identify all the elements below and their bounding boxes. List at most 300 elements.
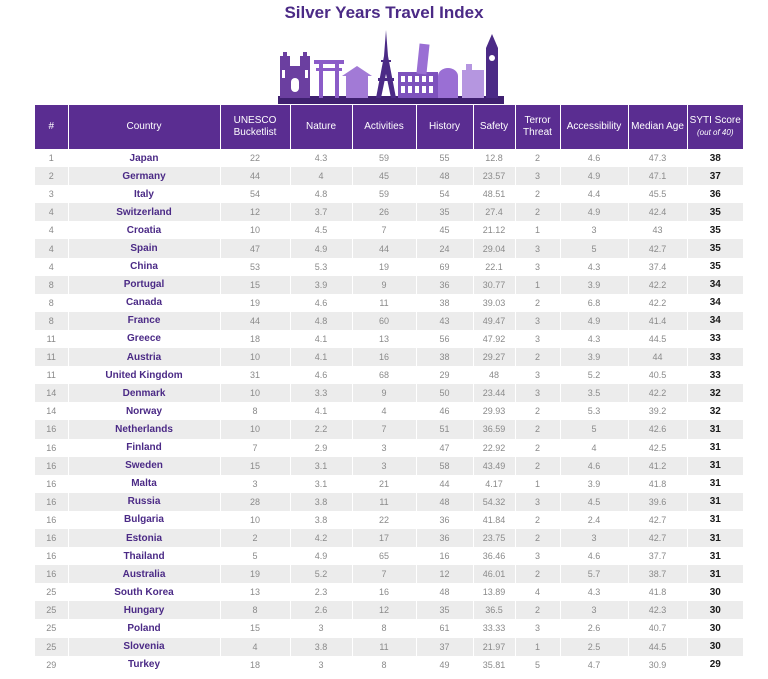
cell-rank: 4 [35, 258, 68, 276]
cell-score: 35 [687, 203, 743, 221]
cell-unesco: 22 [220, 149, 290, 167]
cell-score: 35 [687, 239, 743, 257]
cell-accessibility: 4.7 [560, 656, 628, 674]
table-row [35, 619, 743, 637]
cell-activities: 3 [352, 439, 416, 457]
cell-unesco: 44 [220, 167, 290, 185]
cell-history: 46 [416, 402, 473, 420]
cell-rank: 11 [35, 366, 68, 384]
cell-activities: 11 [352, 638, 416, 656]
cell-accessibility: 4.6 [560, 149, 628, 167]
cell-unesco: 5 [220, 547, 290, 565]
cell-accessibility: 4.9 [560, 312, 628, 330]
cell-score: 32 [687, 402, 743, 420]
cell-country: Estonia [68, 529, 220, 547]
cell-median-age: 42.7 [628, 239, 687, 257]
cell-activities: 26 [352, 203, 416, 221]
cell-nature: 3.8 [290, 638, 352, 656]
cell-rank: 16 [35, 529, 68, 547]
cell-country: Switzerland [68, 203, 220, 221]
table-row [35, 457, 743, 475]
cell-activities: 19 [352, 258, 416, 276]
cell-unesco: 15 [220, 276, 290, 294]
table-row [35, 384, 743, 402]
cell-country: Canada [68, 294, 220, 312]
cell-history: 55 [416, 149, 473, 167]
col-header-score [687, 105, 743, 149]
cell-accessibility: 5.2 [560, 366, 628, 384]
cell-score: 30 [687, 601, 743, 619]
cell-accessibility: 3.9 [560, 276, 628, 294]
cell-nature: 3.8 [290, 511, 352, 529]
cell-history: 48 [416, 493, 473, 511]
cell-safety: 22.92 [473, 439, 515, 457]
col-header-terror-threat: Terror Threat [515, 105, 560, 149]
cell-history: 24 [416, 239, 473, 257]
cell-accessibility: 3.5 [560, 384, 628, 402]
cell-score: 35 [687, 258, 743, 276]
cell-activities: 16 [352, 348, 416, 366]
cell-terror-threat: 2 [515, 149, 560, 167]
table-row [35, 239, 743, 257]
cell-activities: 21 [352, 475, 416, 493]
cell-accessibility: 4.3 [560, 258, 628, 276]
cell-unesco: 10 [220, 348, 290, 366]
cell-activities: 9 [352, 276, 416, 294]
table-row [35, 366, 743, 384]
cell-rank: 14 [35, 402, 68, 420]
score-header-sublabel: (out of 40) [697, 128, 734, 137]
cell-rank: 3 [35, 185, 68, 203]
cell-terror-threat: 2 [515, 203, 560, 221]
cell-unesco: 10 [220, 420, 290, 438]
cell-nature: 4.6 [290, 294, 352, 312]
cell-safety: 48.51 [473, 185, 515, 203]
cell-nature: 4.8 [290, 312, 352, 330]
cell-country: Spain [68, 239, 220, 257]
cell-terror-threat: 3 [515, 619, 560, 637]
cell-history: 36 [416, 276, 473, 294]
cell-terror-threat: 1 [515, 221, 560, 239]
cell-country: Slovenia [68, 638, 220, 656]
cell-safety: 36.59 [473, 420, 515, 438]
cell-unesco: 53 [220, 258, 290, 276]
cell-nature: 5.3 [290, 258, 352, 276]
cell-terror-threat: 2 [515, 439, 560, 457]
cell-median-age: 38.7 [628, 565, 687, 583]
cell-score: 33 [687, 348, 743, 366]
cell-terror-threat: 3 [515, 312, 560, 330]
cell-activities: 3 [352, 457, 416, 475]
cell-rank: 16 [35, 493, 68, 511]
cell-unesco: 3 [220, 475, 290, 493]
cell-activities: 16 [352, 583, 416, 601]
cell-unesco: 18 [220, 656, 290, 674]
cell-terror-threat: 2 [515, 511, 560, 529]
cell-safety: 12.8 [473, 149, 515, 167]
cell-unesco: 15 [220, 619, 290, 637]
cell-country: Japan [68, 149, 220, 167]
cell-activities: 7 [352, 420, 416, 438]
cell-median-age: 40.7 [628, 619, 687, 637]
cell-activities: 68 [352, 366, 416, 384]
cell-safety: 41.84 [473, 511, 515, 529]
cell-terror-threat: 3 [515, 547, 560, 565]
table-row [35, 439, 743, 457]
cell-country: Hungary [68, 601, 220, 619]
cell-rank: 14 [35, 384, 68, 402]
cell-score: 31 [687, 565, 743, 583]
cell-safety: 21.97 [473, 638, 515, 656]
cell-terror-threat: 1 [515, 276, 560, 294]
cell-median-age: 41.4 [628, 312, 687, 330]
cell-country: Italy [68, 185, 220, 203]
cell-history: 47 [416, 439, 473, 457]
cell-history: 38 [416, 294, 473, 312]
table-row [35, 276, 743, 294]
cell-terror-threat: 3 [515, 239, 560, 257]
cell-nature: 3.1 [290, 475, 352, 493]
cell-nature: 4.9 [290, 547, 352, 565]
cell-safety: 49.47 [473, 312, 515, 330]
table-row [35, 601, 743, 619]
cell-activities: 7 [352, 565, 416, 583]
cell-safety: 29.04 [473, 239, 515, 257]
table-row [35, 221, 743, 239]
cell-rank: 25 [35, 583, 68, 601]
col-header-history: History [416, 105, 473, 149]
cell-rank: 16 [35, 457, 68, 475]
table-header-row [35, 105, 743, 149]
cell-median-age: 40.5 [628, 366, 687, 384]
cell-safety: 48 [473, 366, 515, 384]
cell-unesco: 44 [220, 312, 290, 330]
cell-accessibility: 3 [560, 601, 628, 619]
cell-safety: 27.4 [473, 203, 515, 221]
cell-nature: 3.3 [290, 384, 352, 402]
cell-score: 31 [687, 547, 743, 565]
cell-unesco: 19 [220, 565, 290, 583]
col-header-activities: Activities [352, 105, 416, 149]
cell-rank: 29 [35, 656, 68, 674]
cell-rank: 4 [35, 239, 68, 257]
cell-activities: 22 [352, 511, 416, 529]
cell-country: Turkey [68, 656, 220, 674]
cell-terror-threat: 4 [515, 583, 560, 601]
cell-median-age: 47.3 [628, 149, 687, 167]
cell-nature: 4.9 [290, 239, 352, 257]
cell-safety: 43.49 [473, 457, 515, 475]
cell-nature: 4.2 [290, 529, 352, 547]
cell-score: 37 [687, 167, 743, 185]
cell-nature: 4.1 [290, 402, 352, 420]
cell-median-age: 37.7 [628, 547, 687, 565]
cell-activities: 65 [352, 547, 416, 565]
cell-terror-threat: 5 [515, 656, 560, 674]
cell-safety: 4.17 [473, 475, 515, 493]
cell-nature: 3 [290, 619, 352, 637]
table-row [35, 348, 743, 366]
cell-unesco: 12 [220, 203, 290, 221]
cell-median-age: 42.2 [628, 384, 687, 402]
cell-history: 29 [416, 366, 473, 384]
cell-safety: 13.89 [473, 583, 515, 601]
cell-nature: 3.8 [290, 493, 352, 511]
cell-accessibility: 2.4 [560, 511, 628, 529]
cell-unesco: 7 [220, 439, 290, 457]
cell-activities: 44 [352, 239, 416, 257]
cell-terror-threat: 3 [515, 493, 560, 511]
cell-terror-threat: 2 [515, 601, 560, 619]
cell-country: France [68, 312, 220, 330]
cell-accessibility: 4.3 [560, 583, 628, 601]
cell-unesco: 54 [220, 185, 290, 203]
cell-score: 33 [687, 330, 743, 348]
cell-history: 35 [416, 203, 473, 221]
cell-terror-threat: 3 [515, 330, 560, 348]
cell-median-age: 42.2 [628, 276, 687, 294]
score-header-label: SYTI Score [689, 115, 741, 126]
col-header-accessibility: Accessibility [560, 105, 628, 149]
cell-country: Sweden [68, 457, 220, 475]
cell-unesco: 8 [220, 601, 290, 619]
cell-nature: 4.1 [290, 348, 352, 366]
cell-safety: 29.27 [473, 348, 515, 366]
cell-median-age: 45.5 [628, 185, 687, 203]
cell-country: Poland [68, 619, 220, 637]
cell-accessibility: 3.9 [560, 348, 628, 366]
cell-history: 61 [416, 619, 473, 637]
table-row [35, 511, 743, 529]
cell-nature: 4.5 [290, 221, 352, 239]
cell-unesco: 2 [220, 529, 290, 547]
cell-terror-threat: 2 [515, 348, 560, 366]
cell-score: 31 [687, 493, 743, 511]
cell-safety: 39.03 [473, 294, 515, 312]
cell-rank: 4 [35, 221, 68, 239]
cell-accessibility: 3 [560, 529, 628, 547]
cell-accessibility: 6.8 [560, 294, 628, 312]
cell-activities: 11 [352, 493, 416, 511]
cell-score: 31 [687, 529, 743, 547]
cell-nature: 4.6 [290, 366, 352, 384]
cell-median-age: 42.7 [628, 511, 687, 529]
cell-median-age: 30.9 [628, 656, 687, 674]
cell-median-age: 42.7 [628, 529, 687, 547]
cell-nature: 2.6 [290, 601, 352, 619]
cell-history: 48 [416, 167, 473, 185]
cell-safety: 23.57 [473, 167, 515, 185]
col-header-country: Country [68, 105, 220, 149]
table-row [35, 420, 743, 438]
cell-terror-threat: 2 [515, 565, 560, 583]
table-body [35, 149, 743, 674]
table-row [35, 493, 743, 511]
cell-activities: 12 [352, 601, 416, 619]
cell-history: 50 [416, 384, 473, 402]
cell-median-age: 37.4 [628, 258, 687, 276]
cell-terror-threat: 3 [515, 258, 560, 276]
cell-accessibility: 5 [560, 420, 628, 438]
landmarks-skyline-illustration [278, 26, 504, 104]
cell-median-age: 41.8 [628, 475, 687, 493]
cell-country: Australia [68, 565, 220, 583]
cell-rank: 11 [35, 330, 68, 348]
cell-safety: 54.32 [473, 493, 515, 511]
cell-rank: 16 [35, 439, 68, 457]
cell-rank: 25 [35, 638, 68, 656]
cell-unesco: 13 [220, 583, 290, 601]
cell-nature: 2.2 [290, 420, 352, 438]
cell-safety: 47.92 [473, 330, 515, 348]
table-row [35, 294, 743, 312]
cell-nature: 4 [290, 167, 352, 185]
col-header-median-age: Median Age [628, 105, 687, 149]
table-row [35, 330, 743, 348]
cell-unesco: 10 [220, 221, 290, 239]
cell-safety: 36.5 [473, 601, 515, 619]
cell-rank: 8 [35, 312, 68, 330]
cell-unesco: 15 [220, 457, 290, 475]
col-header-unesco: UNESCO Bucketlist [220, 105, 290, 149]
col-header-rank: # [35, 105, 68, 149]
cell-activities: 17 [352, 529, 416, 547]
cell-country: United Kingdom [68, 366, 220, 384]
cell-nature: 5.2 [290, 565, 352, 583]
cell-terror-threat: 2 [515, 529, 560, 547]
cell-unesco: 10 [220, 384, 290, 402]
cell-score: 32 [687, 384, 743, 402]
cell-country: Denmark [68, 384, 220, 402]
cell-rank: 25 [35, 601, 68, 619]
cell-terror-threat: 1 [515, 638, 560, 656]
table-row [35, 185, 743, 203]
cell-rank: 25 [35, 619, 68, 637]
cell-accessibility: 3 [560, 221, 628, 239]
cell-score: 30 [687, 638, 743, 656]
cell-median-age: 42.2 [628, 294, 687, 312]
cell-unesco: 19 [220, 294, 290, 312]
cell-activities: 4 [352, 402, 416, 420]
cell-accessibility: 5.7 [560, 565, 628, 583]
cell-median-age: 44.5 [628, 330, 687, 348]
cell-nature: 3.7 [290, 203, 352, 221]
cell-country: Croatia [68, 221, 220, 239]
cell-score: 36 [687, 185, 743, 203]
cell-nature: 4.1 [290, 330, 352, 348]
table-row [35, 312, 743, 330]
cell-median-age: 42.3 [628, 601, 687, 619]
cell-country: Russia [68, 493, 220, 511]
cell-score: 34 [687, 276, 743, 294]
cell-history: 49 [416, 656, 473, 674]
cell-terror-threat: 3 [515, 167, 560, 185]
cell-accessibility: 5 [560, 239, 628, 257]
cell-accessibility: 4.9 [560, 167, 628, 185]
cell-history: 36 [416, 529, 473, 547]
table-row [35, 258, 743, 276]
cell-accessibility: 4.9 [560, 203, 628, 221]
cell-activities: 8 [352, 619, 416, 637]
cell-accessibility: 2.5 [560, 638, 628, 656]
cell-country: China [68, 258, 220, 276]
cell-country: Austria [68, 348, 220, 366]
cell-safety: 22.1 [473, 258, 515, 276]
cell-nature: 3.9 [290, 276, 352, 294]
table-row [35, 583, 743, 601]
cell-score: 35 [687, 221, 743, 239]
cell-country: Bulgaria [68, 511, 220, 529]
cell-safety: 33.33 [473, 619, 515, 637]
cell-country: Thailand [68, 547, 220, 565]
cell-median-age: 43 [628, 221, 687, 239]
cell-unesco: 28 [220, 493, 290, 511]
cell-safety: 23.44 [473, 384, 515, 402]
cell-nature: 3.1 [290, 457, 352, 475]
cell-terror-threat: 2 [515, 185, 560, 203]
page-title: Silver Years Travel Index [284, 3, 484, 22]
cell-history: 37 [416, 638, 473, 656]
table-row [35, 475, 743, 493]
cell-terror-threat: 2 [515, 402, 560, 420]
cell-accessibility: 4.5 [560, 493, 628, 511]
cell-accessibility: 4.3 [560, 330, 628, 348]
cell-accessibility: 2.6 [560, 619, 628, 637]
cell-rank: 16 [35, 565, 68, 583]
cell-accessibility: 5.3 [560, 402, 628, 420]
cell-terror-threat: 2 [515, 457, 560, 475]
cell-country: Greece [68, 330, 220, 348]
table-row [35, 565, 743, 583]
cell-safety: 35.81 [473, 656, 515, 674]
cell-score: 31 [687, 439, 743, 457]
cell-history: 69 [416, 258, 473, 276]
cell-rank: 11 [35, 348, 68, 366]
cell-safety: 46.01 [473, 565, 515, 583]
cell-nature: 2.9 [290, 439, 352, 457]
cell-history: 35 [416, 601, 473, 619]
cell-safety: 30.77 [473, 276, 515, 294]
table-row [35, 402, 743, 420]
cell-nature: 3 [290, 656, 352, 674]
cell-history: 51 [416, 420, 473, 438]
cell-nature: 2.3 [290, 583, 352, 601]
cell-median-age: 44.5 [628, 638, 687, 656]
cell-rank: 16 [35, 511, 68, 529]
cell-median-age: 41.2 [628, 457, 687, 475]
cell-score: 31 [687, 475, 743, 493]
cell-score: 38 [687, 149, 743, 167]
cell-history: 16 [416, 547, 473, 565]
cell-unesco: 31 [220, 366, 290, 384]
cell-rank: 4 [35, 203, 68, 221]
cell-activities: 11 [352, 294, 416, 312]
cell-history: 43 [416, 312, 473, 330]
cell-activities: 60 [352, 312, 416, 330]
cell-country: Norway [68, 402, 220, 420]
cell-terror-threat: 1 [515, 475, 560, 493]
cell-nature: 4.8 [290, 185, 352, 203]
cell-median-age: 42.4 [628, 203, 687, 221]
col-header-safety: Safety [473, 105, 515, 149]
cell-safety: 36.46 [473, 547, 515, 565]
cell-unesco: 4 [220, 638, 290, 656]
cell-score: 33 [687, 366, 743, 384]
cell-country: Malta [68, 475, 220, 493]
cell-safety: 23.75 [473, 529, 515, 547]
cell-history: 38 [416, 348, 473, 366]
cell-terror-threat: 3 [515, 384, 560, 402]
